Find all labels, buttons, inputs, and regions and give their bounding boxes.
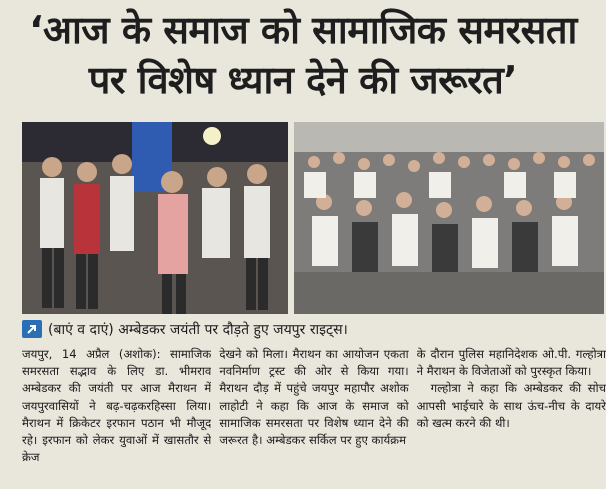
marathon-crowd-photo-right (294, 122, 604, 314)
marathon-runners-photo-left (22, 122, 288, 314)
photo-caption: (बाएं व दाएं) अम्बेडकर जयंती पर दौड़ते हुए जयपुर राइट्स। (48, 321, 348, 338)
photo-caption-bar (22, 318, 588, 340)
headline (10, 6, 596, 106)
arrow-icon (22, 320, 42, 338)
headline-line-1: ‘आज के समाज को सामाजिक समरसता (29, 8, 577, 52)
article-body (22, 346, 606, 486)
article-column-1 (22, 346, 211, 486)
article-paragraph: गल्होत्रा ने कहा कि अम्बेडकर की सोच आपसी भाईचारे के साथ ऊंच-नीच के दायरे को खत्म करने की थी। (416, 381, 606, 430)
article-paragraph: जयपुर, 14 अप्रैल (अशोक): सामाजिक समरसता सद्भाव के लिए डा. भीमराव अम्बेडकर की जयंती पर आज मैराथन में जयपुरवासियों ने बढ़-चढ़करहिस्सा लिया। मैराथन में क्रिकेटर इरफान पठान भी मौजूद रहे। इरफान को लेकर युवाओं में खासतौर से क्रेज (22, 347, 212, 465)
article-paragraph: देखने को मिला। मैराथन का आयोजन एकता नवनिर्माण ट्रस्ट की ओर से किया गया। मैराथन दौड़ में पहुंचे जयपुर महापौर अशोक लाहोटी ने कहा कि आज के समाज को सामाजिक समरसता पर विशेष ध्यान देने की जरूरत है। अम्बेडकर सर्किल पर हुए कार्यक्रम (219, 347, 409, 448)
headline-line-2: पर विशेष ध्यान देने की जरूरत’ (88, 58, 518, 102)
article-column-3 (417, 346, 606, 486)
article-column-2 (219, 346, 408, 486)
article-paragraph: के दौरान पुलिस महानिदेशक ओ.पी. गल्होत्रा ने मैराथन के विजेताओं को पुरस्कृत किया। (416, 347, 606, 379)
photo-strip (22, 122, 604, 314)
